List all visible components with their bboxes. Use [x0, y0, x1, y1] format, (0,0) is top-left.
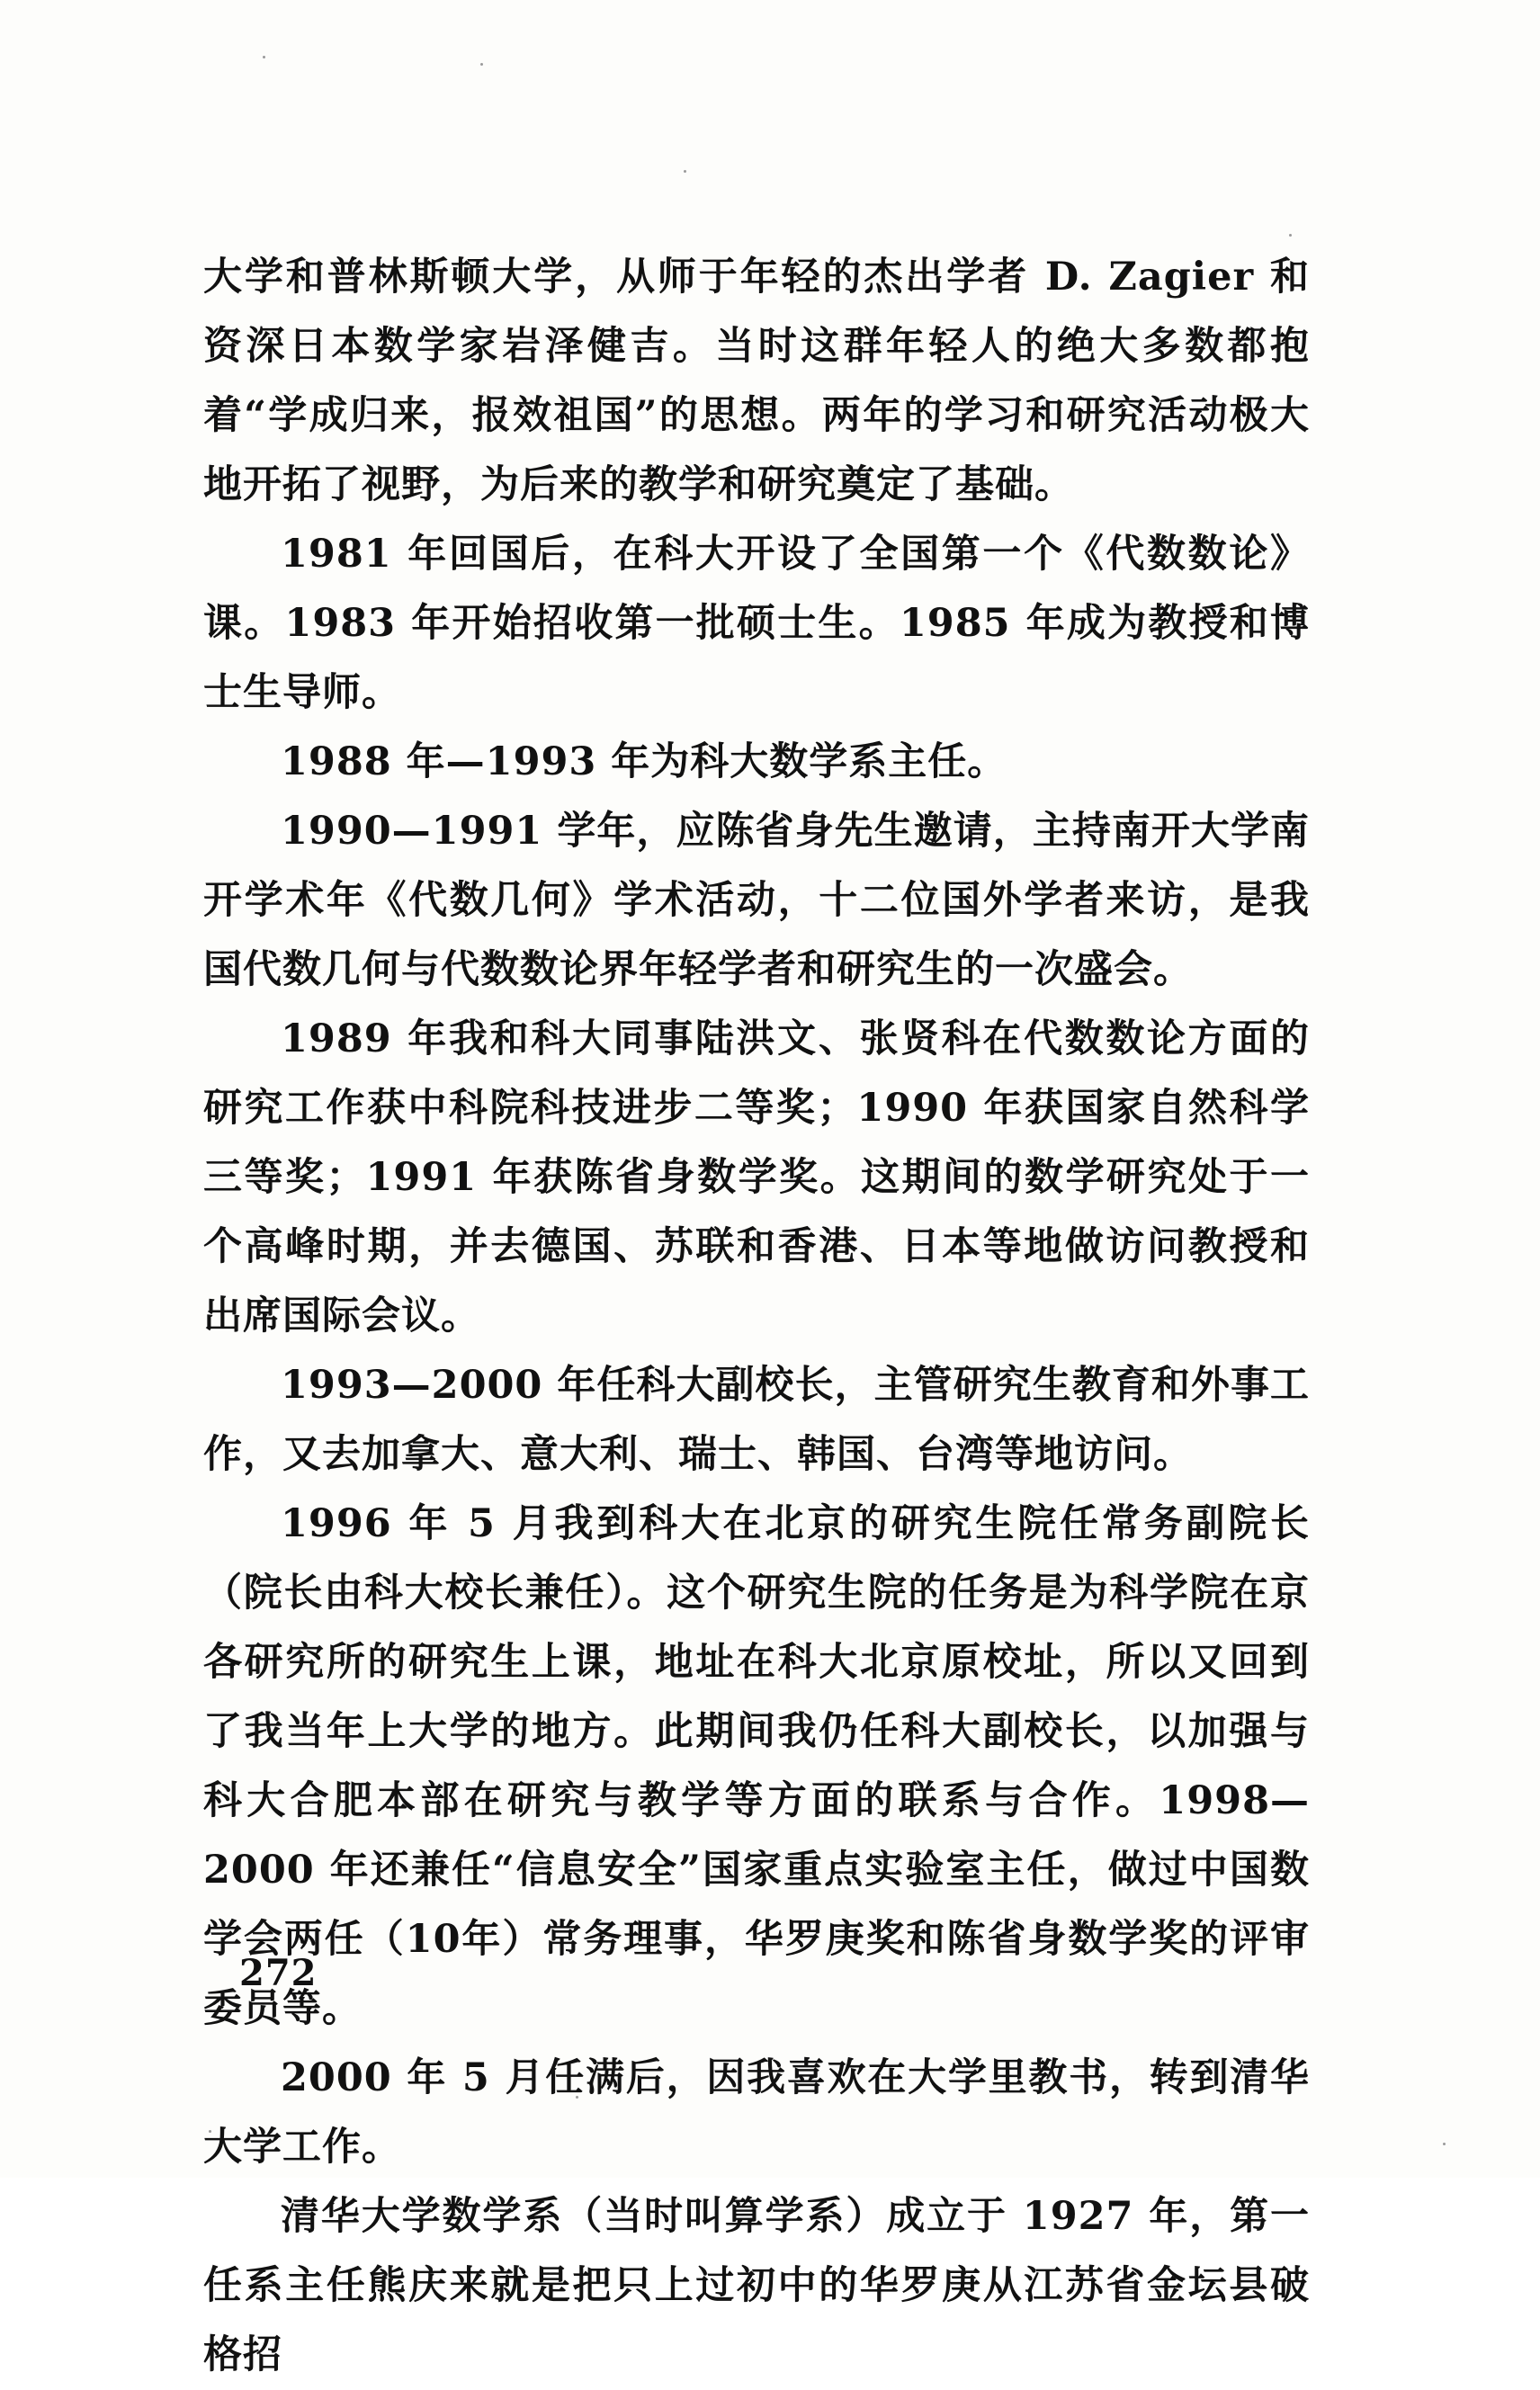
paragraph-1989-awards: 1989 年我和科大同事陆洪文、张贤科在代数数论方面的研究工作获中科院科技进步二等奖；1990 年获国家自然科学三等奖；1991 年获陈省身数学奖。这期间的数学研究处于一个高峰时期，并去德国、苏联和香港、日本等地做访问教授和出席国际会议。 — [203, 1016, 1310, 1338]
paragraph-1990-nankai: 1990—1991 学年，应陈省身先生邀请，主持南开大学南开学术年《代数几何》学术活动，十二位国外学者来访，是我国代数几何与代数数论界年轻学者和研究生的一次盛会。 — [203, 809, 1310, 992]
scan-speck — [1443, 2143, 1446, 2145]
scan-speck — [263, 56, 265, 58]
scan-speck — [480, 63, 483, 66]
paragraph-tsinghua-math-dept: 清华大学数学系（当时叫算学系）成立于 1927 年，第一任系主任熊庆来就是把只上过初中的华罗庚从江苏省金坛县破格招 — [203, 2194, 1310, 2377]
paragraph-1993-vice-president: 1993—2000 年任科大副校长，主管研究生教育和外事工作，又去加拿大、意大利、瑞士、韩国、台湾等地访问。 — [203, 1363, 1310, 1477]
scan-speck — [684, 170, 686, 173]
paragraph-continuation: 大学和普林斯顿大学，从师于年轻的杰出学者 D. Zagier 和资深日本数学家岩泽健吉。当时这群年轻人的绝大多数都抱着“学成归来，报效祖国”的思想。两年的学习和研究活动极大地开拓了视野，为后来的教学和研究奠定了基础。 — [203, 255, 1310, 507]
body-text — [203, 243, 1310, 2390]
scan-speck — [1289, 234, 1292, 237]
paragraph-1981-return: 1981 年回国后，在科大开设了全国第一个《代数数论》课。1983 年开始招收第一批硕士生。1985 年成为教授和博士生导师。 — [203, 532, 1310, 715]
paragraph-1988-chair: 1988 年—1993 年为科大数学系主任。 — [281, 739, 1007, 784]
paragraph-1996-graduate-school: 1996 年 5 月我到科大在北京的研究生院任常务副院长（院长由科大校长兼任）。这个研究生院的任务是为科学院在京各研究所的研究生上课，地址在科大北京原校址，所以又回到了我当年上大学的地方。此期间我仍任科大副校长，以加强与科大合肥本部在研究与教学等方面的联系与合作。1998—2000 年还兼任“信息安全”国家重点实验室主任，做过中国数学会两任（10年）常务理事，华罗庚奖和陈省身数学奖的评审委员等。 — [203, 1501, 1310, 2031]
paragraph-2000-tsinghua: 2000 年 5 月任满后，因我喜欢在大学里教书，转到清华大学工作。 — [203, 2055, 1310, 2170]
page-number: 272 — [239, 1952, 318, 1994]
